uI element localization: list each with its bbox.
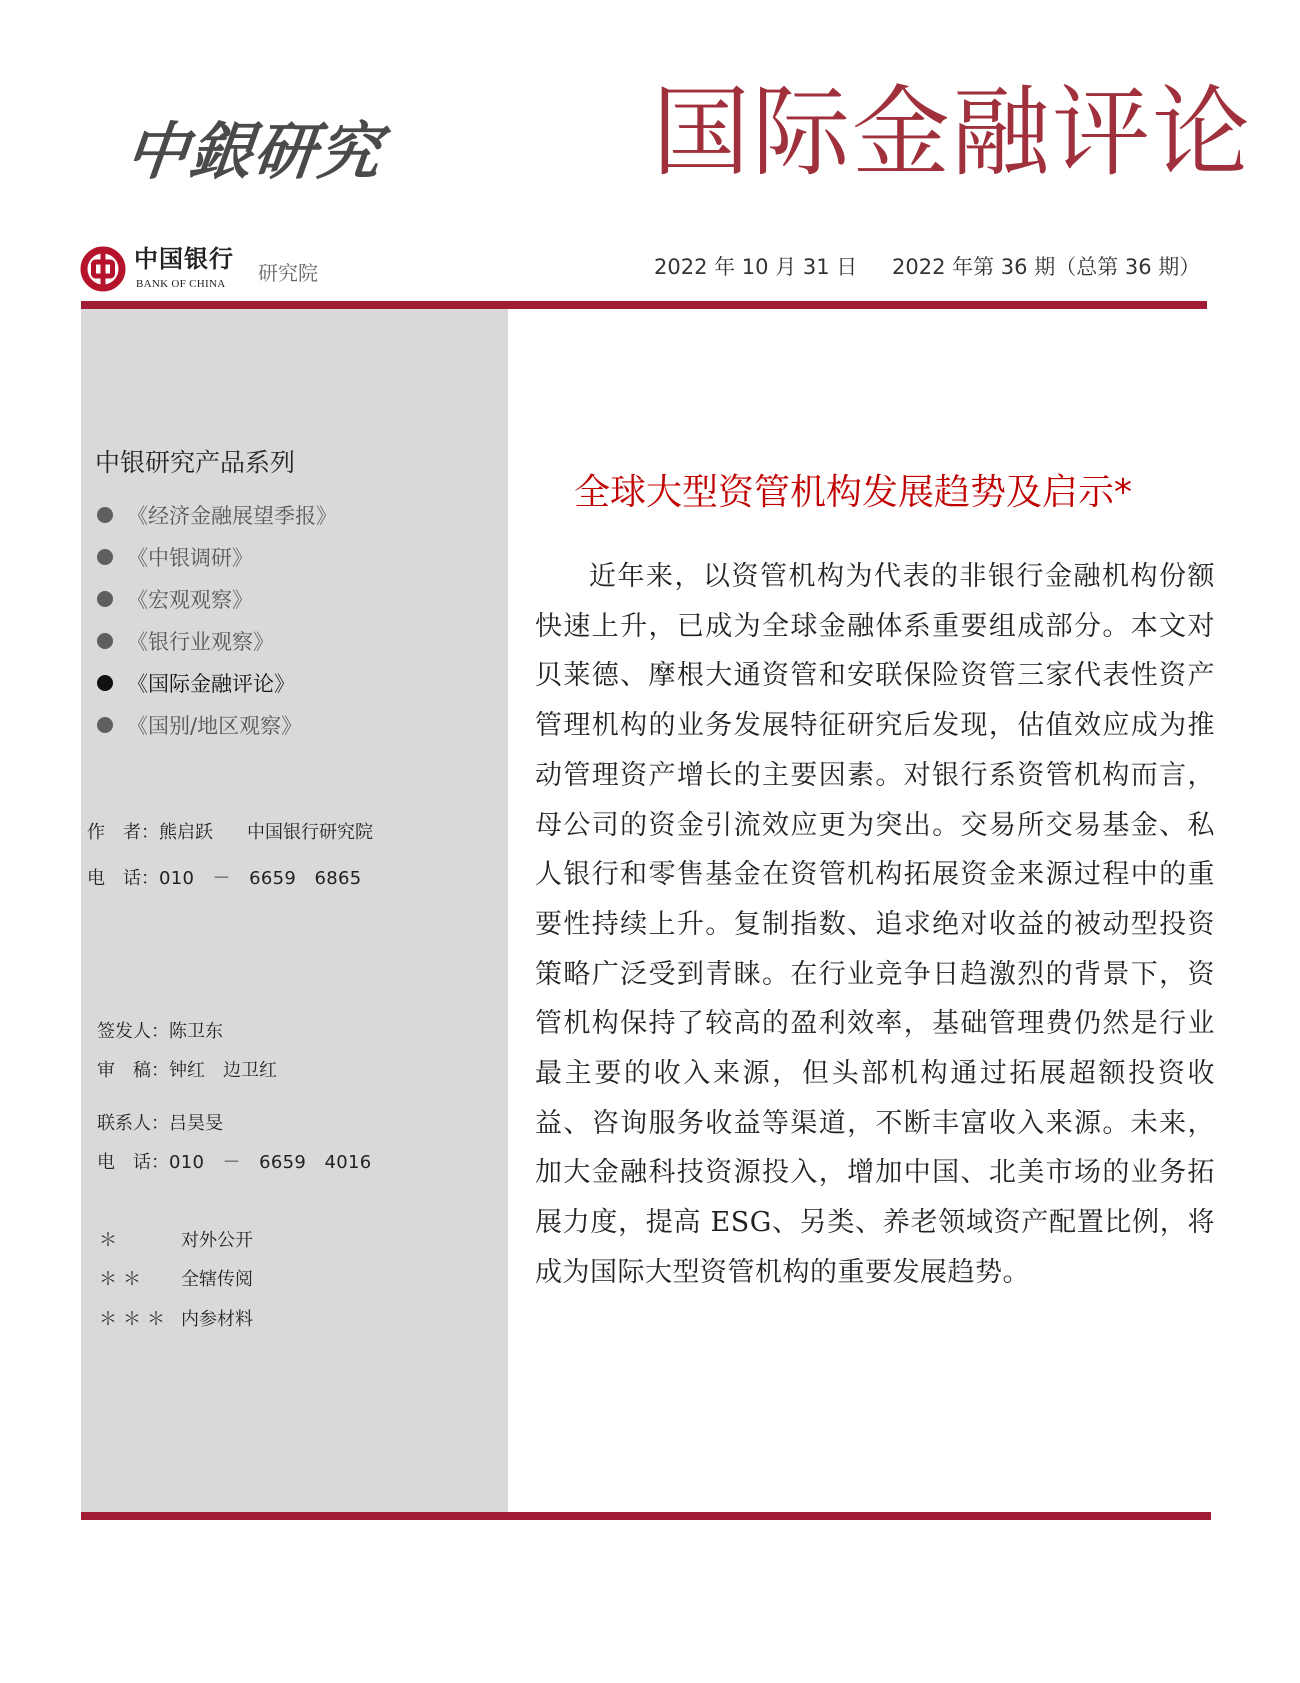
author-label: 作 者：	[87, 822, 159, 843]
author-name: 熊启跃	[159, 822, 213, 843]
bullet-icon	[97, 549, 113, 565]
bank-name-chinese: 中国银行	[134, 244, 234, 273]
series-item	[95, 704, 337, 746]
bullet-icon	[97, 675, 113, 691]
brand-calligraphy-logo: 中銀研究	[122, 115, 386, 188]
series-title: 中银研究产品系列	[95, 448, 296, 477]
bullet-icon	[97, 591, 113, 607]
bottom-divider	[81, 1512, 1211, 1520]
contact-label: 联系人：	[97, 1113, 169, 1134]
phone-value: 010 － 6659 4016	[169, 1152, 372, 1173]
series-item-current	[95, 662, 337, 704]
signer-value: 陈卫东	[169, 1021, 223, 1042]
series-item-label: 《国际金融评论》	[127, 672, 295, 696]
classification-stars: ＊＊	[99, 1269, 147, 1290]
bullet-icon	[97, 717, 113, 733]
author-phone	[87, 867, 361, 891]
issue-date: 2022 年 10 月 31 日	[654, 255, 858, 279]
classification-confidential	[99, 1308, 253, 1332]
series-item	[95, 578, 337, 620]
classification-public	[99, 1229, 253, 1253]
series-item-label: 《国别/地区观察》	[127, 714, 303, 738]
series-item	[95, 536, 337, 578]
institute-label: 研究院	[258, 261, 318, 285]
signer-label: 签发人：	[97, 1021, 169, 1042]
author-org: 中国银行研究院	[247, 822, 373, 843]
series-item	[95, 494, 337, 536]
article-title: 全球大型资管机构发展趋势及启示*	[574, 472, 1133, 513]
series-item-label: 《宏观观察》	[127, 588, 253, 612]
contact-value: 吕昊旻	[169, 1113, 223, 1134]
phone-label: 电 话：	[97, 1152, 169, 1173]
series-list	[95, 494, 337, 746]
bank-of-china-logo-icon	[80, 246, 126, 292]
classification-stars: ＊＊＊	[99, 1309, 171, 1330]
phone-value: 010 － 6659 6865	[159, 868, 362, 889]
bullet-icon	[97, 507, 113, 523]
classification-label: 对外公开	[181, 1230, 253, 1251]
contact-info	[97, 1112, 223, 1136]
series-item-label: 《中银调研》	[127, 546, 253, 570]
classification-stars: ＊	[99, 1230, 123, 1251]
bank-name-english: BANK OF CHINA	[136, 278, 226, 290]
article-abstract: 近年来，以资管机构为代表的非银行金融机构份额快速上升，已成为全球金融体系重要组成部分。本文对贝莱德、摩根大通资管和安联保险资管三家代表性资产管理机构的业务发展特征研究后发现，估值效应成为推动管理资产增长的主要因素。对银行系资管机构而言，母公司的资金引流效应更为突出。交易所交易基金、私人银行和零售基金在资管机构拓展资金来源过程中的重要性持续上升。复制指数、追求绝对收益的被动型投资策略广泛受到青睐。在行业竞争日趋激烈的背景下，资管机构保持了较高的盈利效率，基础管理费仍然是行业最主要的收入来源，但头部机构通过拓展超额投资收益、咨询服务收益等渠道，不断丰富收入来源。未来，加大金融科技资源投入，增加中国、北美市场的业务拓展力度，提高 ESG、另类、养老领域资产配置比例，将成为国际大型资管机构的重要发展趋势。	[535, 561, 1215, 1288]
issue-number: 2022 年第 36 期（总第 36 期）	[892, 255, 1201, 279]
author-info	[87, 821, 373, 845]
series-item-label: 《银行业观察》	[127, 630, 274, 654]
classification-label: 内参材料	[181, 1309, 253, 1330]
bullet-icon	[97, 633, 113, 649]
reviewer-label: 审 稿：	[97, 1060, 169, 1081]
series-item	[95, 620, 337, 662]
journal-title: 国际金融评论	[652, 76, 1253, 190]
top-divider	[81, 301, 1207, 309]
contact-phone	[97, 1151, 371, 1175]
classification-label: 全辖传阅	[181, 1269, 253, 1290]
reviewer-info	[97, 1059, 277, 1083]
classification-internal	[99, 1268, 253, 1292]
signer-info	[97, 1020, 223, 1044]
series-item-label: 《经济金融展望季报》	[127, 504, 337, 528]
phone-label: 电 话：	[87, 868, 159, 889]
reviewer-value: 钟红 边卫红	[169, 1060, 277, 1081]
